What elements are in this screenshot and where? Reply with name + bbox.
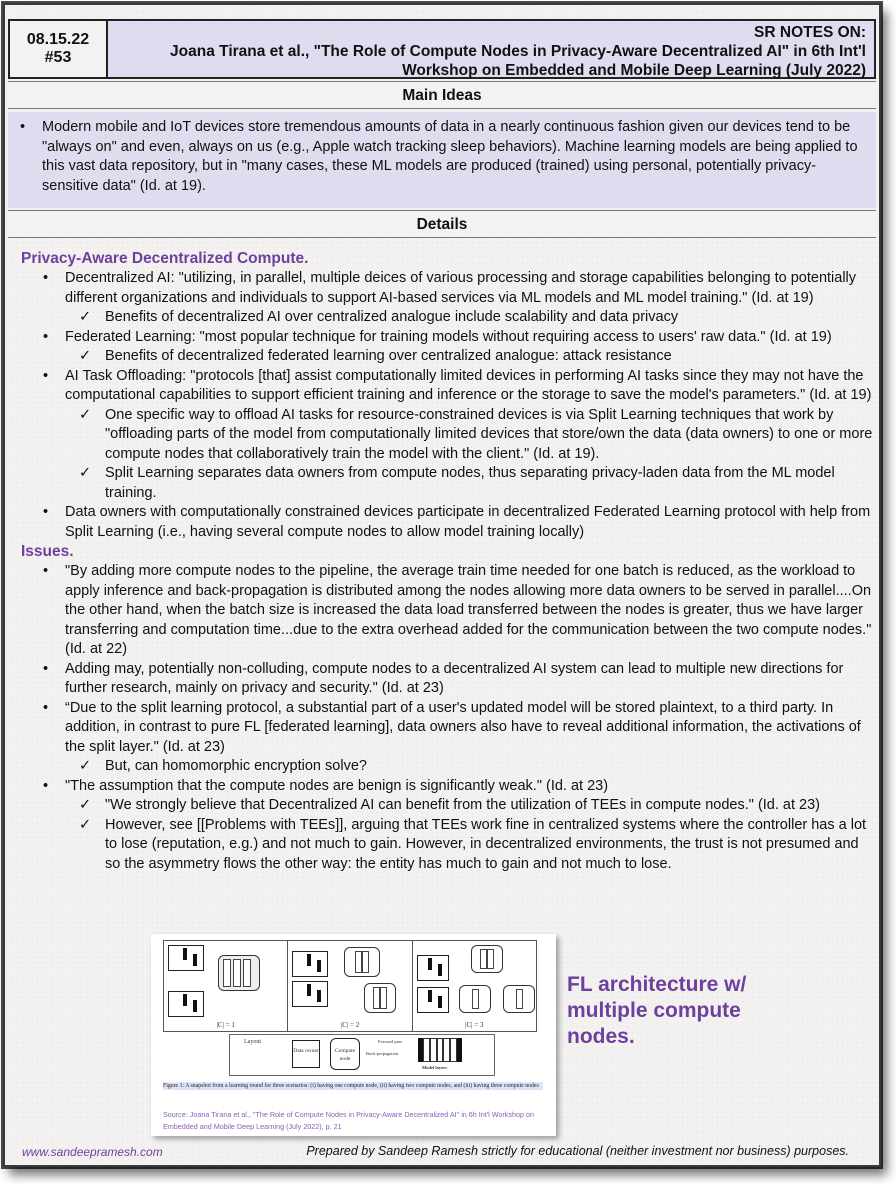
figure-panel-2 xyxy=(288,941,412,1031)
detail-subitem xyxy=(21,464,873,503)
note-number: #53 xyxy=(44,49,72,66)
figure-legend xyxy=(229,1034,495,1076)
checkmark-icon: ✓ xyxy=(79,406,92,423)
panel-label: |C| = 3 xyxy=(465,1021,484,1029)
bullet-icon: • xyxy=(43,563,49,579)
detail-subitem-text: "We strongly believe that Decentralized AI can benefit from the utilization of TEEs in compute nodes." (Id. at 23) xyxy=(105,797,820,813)
figure-side-caption: FL architecture w/ multiple compute nodes. xyxy=(567,973,747,1048)
bullet-icon: • xyxy=(20,119,26,135)
header xyxy=(8,19,876,79)
detail-text: “Due to the split learning protocol, a substantial part of a user's updated model will be stored plaintext, to a third party. In addition, in contrast to pure FL [federated learning], data owners also have to reveal additional information, the activations of the split layer." (Id. at 23) xyxy=(65,699,861,755)
figure xyxy=(151,934,556,1136)
legend-backprop: Back-propagation xyxy=(366,1051,399,1056)
figure-source: Source: Joana Tirana et al., "The Role of Compute Nodes in Privacy-Aware Decentralized AI" in 6h Int'l Workshop on Embedded and Mobile Deep Learning (July 2022), p. 21 xyxy=(163,1110,534,1131)
bullet-icon: • xyxy=(43,504,49,520)
main-ideas-body xyxy=(8,112,876,208)
paper-title-line1: Joana Tirana et al., "The Role of Compute Nodes in Privacy-Aware Decentralized AI" in 6th Int'l xyxy=(170,43,866,60)
legend-model-layers-graphic xyxy=(418,1038,462,1062)
section-heading: Issues. xyxy=(21,543,74,560)
legend-forward: Forward pass xyxy=(378,1039,403,1044)
detail-subitem-text: Benefits of decentralized AI over centralized analogue include scalability and data privacy xyxy=(105,309,679,325)
figure-caption: Figure 1: A snapshot from a learning round for three scenarios: (i) having one compute node, (ii) having two compute nodes, and (iii) having three compute nodes xyxy=(163,1082,543,1090)
main-idea-text: Modern mobile and IoT devices store tremendous amounts of data in a nearly continuous fashion given our devices tend to be "always on" and even, always on us (e.g., Apple watch tracking sleep behaviors). Machine learning models are being applied to this vast data repository, but in "many cases, these ML models are produced (trained) using personal, potentially privacy-sensitive data" (Id. at 19). xyxy=(42,119,858,194)
bullet-icon: • xyxy=(43,328,49,345)
bullet-icon: • xyxy=(43,367,49,384)
checkmark-icon: ✓ xyxy=(79,758,92,774)
disclaimer: Prepared by Sandeep Ramesh strictly for educational (neither investment nor business) purposes. xyxy=(306,1144,849,1158)
details-body xyxy=(21,249,873,874)
detail-subitem xyxy=(21,816,873,875)
checkmark-icon: ✓ xyxy=(79,348,92,364)
paper-title-line2: Workshop on Embedded and Mobile Deep Learning (July 2022) xyxy=(402,62,866,79)
checkmark-icon: ✓ xyxy=(79,309,92,325)
detail-item xyxy=(21,503,873,542)
legend-title: Layout xyxy=(244,1039,261,1045)
bullet-icon: • xyxy=(43,660,49,677)
detail-text: "The assumption that the compute nodes are benign is significantly weak." (Id. at 23) xyxy=(65,777,609,794)
figure-panel-1 xyxy=(164,941,288,1031)
notes-label: SR NOTES ON: xyxy=(754,24,866,41)
detail-subitem xyxy=(21,796,873,816)
detail-item xyxy=(21,699,873,758)
bullet-icon: • xyxy=(43,699,49,716)
detail-item xyxy=(21,367,873,406)
checkmark-icon: ✓ xyxy=(79,797,92,813)
detail-text: AI Task Offloading: "protocols [that] assist computationally limited devices in performing AI tasks since they may not have the computational capabilities to support efficient training and inference or the storage to save the model's parameters." (Id. at 19) xyxy=(65,367,872,403)
detail-subitem xyxy=(21,308,873,328)
detail-subitem-text: However, see [[Problems with TEEs]], arguing that TEEs work fine in centralized systems where the controller has a lot to lose (reputation, e.g.) and not much to gain. However, in decentralized environments, the trust is not presumed and so the asymmetry flows the other way: the entity has much to gain and not much to lose. xyxy=(105,816,867,872)
detail-text: Data owners with computationally constrained devices participate in decentralized Federated Learning protocol with help from Split Learning (i.e., having several compute nodes to allow model training locally) xyxy=(65,504,871,540)
checkmark-icon: ✓ xyxy=(79,816,92,833)
detail-item xyxy=(21,660,873,699)
detail-item xyxy=(21,777,873,797)
detail-text: Federated Learning: "most popular technique for training models without requiring access to users' raw data." (Id. at 19) xyxy=(65,328,832,345)
bullet-icon: • xyxy=(43,270,49,286)
main-idea-item xyxy=(20,118,862,196)
panel-label: |C| = 2 xyxy=(340,1021,360,1029)
details-heading: Details xyxy=(8,210,876,238)
detail-item xyxy=(21,562,873,660)
note-date: 08.15.22 xyxy=(26,31,90,48)
detail-subitem-text: But, can homomorphic encryption solve? xyxy=(105,758,367,774)
detail-item xyxy=(21,269,873,308)
legend-compute-node: Compute node xyxy=(330,1038,360,1070)
section-heading: Privacy-Aware Decentralized Compute. xyxy=(21,250,309,267)
checkmark-icon: ✓ xyxy=(79,465,92,481)
detail-subitem-text: Benefits of decentralized federated learning over centralized analogue: attack resistance xyxy=(105,348,672,364)
legend-model-layers: Model layers xyxy=(422,1065,447,1070)
detail-item xyxy=(21,328,873,348)
detail-text: Adding may, potentially non-colluding, compute nodes to a decentralized AI system can lead to multiple new directions for further research, mainly on privacy and security." (Id. at 23) xyxy=(65,660,844,696)
detail-subitem xyxy=(21,406,873,465)
notes-page xyxy=(3,3,881,1167)
detail-subitem-text: Split Learning separates data owners from compute nodes, thus separating privacy-laden data from the ML model training. xyxy=(105,465,835,501)
detail-subitem xyxy=(21,757,873,777)
bullet-icon: • xyxy=(43,777,49,794)
detail-subitem-text: One specific way to offload AI tasks for resource-constrained devices is via Split Learning techniques that work by "offloading parts of the model from computationally limited devices that store/own the data (data owners) to one or more compute nodes that collaboratively train the model with the client." (Id. at 19). xyxy=(105,406,873,462)
figure-diagram xyxy=(163,940,537,1032)
website-link[interactable]: www.sandeepramesh.com xyxy=(22,1145,163,1159)
detail-subitem xyxy=(21,347,873,367)
panel-label: |C| = 1 xyxy=(216,1021,235,1029)
main-ideas-heading: Main Ideas xyxy=(8,81,876,109)
figure-panel-3 xyxy=(413,941,536,1031)
date-box xyxy=(10,21,108,77)
legend-data-owner: Data owner xyxy=(292,1040,320,1068)
detail-text: "By adding more compute nodes to the pipeline, the average train time needed for one batch is reduced, as the workload to apply inference and back-propagation is distributed among the nodes allowing more data owners to be served in parallel....On the other hand, when the batch size is increased the data load transferred between the nodes is greater, thus we have larger transferring and computation time...due to the extra overhead added for the communication between the two compute nodes." (Id. at 22) xyxy=(65,563,872,657)
title-box xyxy=(108,21,874,77)
detail-text: Decentralized AI: "utilizing, in parallel, multiple deices of various processing and storage capabilities belonging to potentially different organizations and individuals to support AI-based services via ML models and ML model training." (Id. at 19) xyxy=(65,270,857,306)
